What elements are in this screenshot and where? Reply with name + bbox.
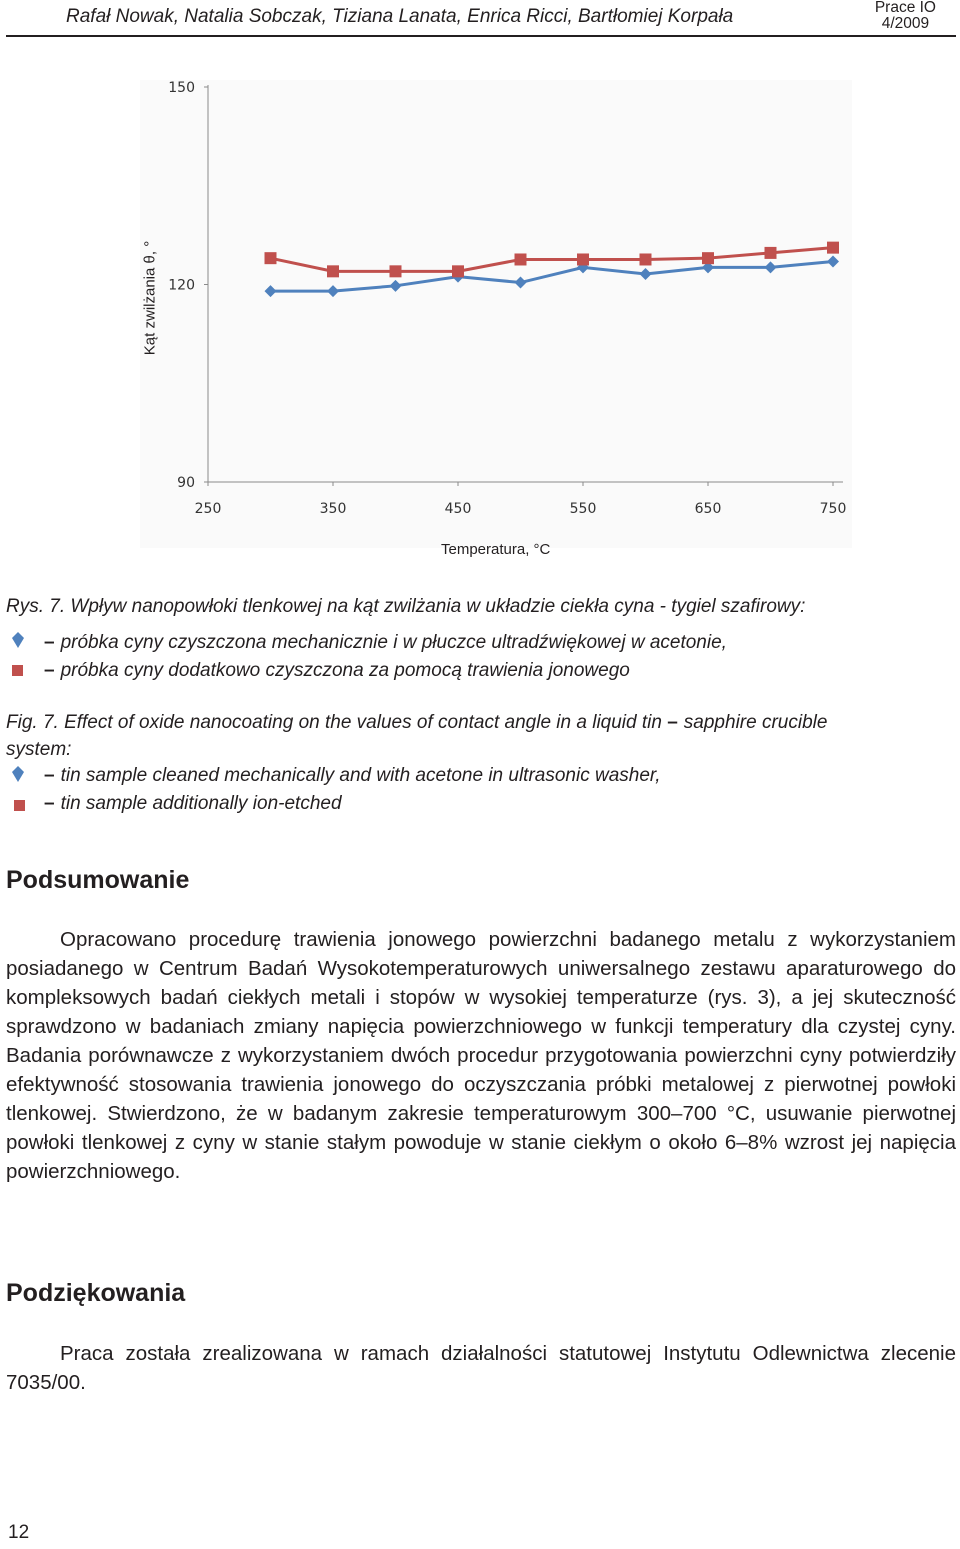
y-tick-label: 90 (177, 475, 195, 491)
y-axis-label: Kąt zwilżania θ, ° (141, 240, 159, 356)
x-axis-label: Temperatura, °C (441, 541, 551, 558)
legend-blue-diamond-icon (12, 766, 24, 782)
x-tick-label: 650 (694, 501, 722, 517)
y-tick-label: 120 (168, 277, 195, 294)
journal-issue: 4/2009 (881, 15, 930, 32)
caption-en-item1: – tin sample cleaned mechanically and with acetone in ultrasonic washer, (44, 765, 661, 786)
journal-name: Prace IO (874, 0, 936, 16)
caption-en-item2: – tin sample additionally ion-etched (44, 793, 342, 814)
data-point-square (702, 252, 714, 264)
page-number: 12 (8, 1522, 30, 1543)
data-point-square (265, 252, 277, 264)
x-tick-label: 450 (444, 501, 472, 517)
summary-paragraph: Opracowano procedurę trawienia jonowego powierzchni badanego metalu z wykorzystaniem posiadanego w Centrum Badań Wysokotemperaturowych uniwersalnego zestawu aparaturowego do kompleksowych badań ciekłych metali i stopów w wysokiej temperaturze (rys. 3), a jej skuteczność sprawdzono w badaniach zmiany napięcia powierzchniowego w funkcji temperatury dla czystej cyny. Badania porównawcze z wykorzystaniem dwóch procedur przygotowania powierzchni cyny potwierdziły efektywność stosowania trawienia jonowego do oczyszczania próbki metalowej z pierwotnej powłoki tlenkowej. Stwierdzono, że w badanym zakresie temperaturowym 300–700 °C, usuwanie pierwotnej powłoki tlenkowej z cyny w stanie stałym powoduje w stanie ciekłym o około 6–8% wzrost jej napięcia powierzchniowego. (6, 928, 956, 1183)
x-tick-label: 350 (319, 501, 347, 517)
caption-pl-title: Rys. 7. Wpływ nanopowłoki tlenkowej na kąt zwilżania w układzie ciekła cyna - tygiel szafirowy: (6, 596, 806, 617)
legend-red-square-icon (14, 800, 25, 811)
header-rule (6, 35, 956, 37)
data-point-square (765, 247, 777, 259)
x-tick-label: 250 (194, 501, 222, 517)
legend-blue-diamond-icon (12, 632, 24, 648)
caption-pl-item2: – próbka cyny dodatkowo czyszczona za pomocą trawienia jonowego (44, 660, 630, 681)
data-point-square (390, 265, 402, 277)
caption-pl-dash2: – (44, 660, 55, 681)
data-point-square (827, 242, 839, 254)
summary-heading: Podsumowanie (6, 866, 190, 894)
header-authors: Rafał Nowak, Natalia Sobczak, Tiziana Lanata, Enrica Ricci, Bartłomiej Korpała (66, 6, 734, 27)
plot-background (140, 80, 852, 548)
legend-red-square-icon (12, 665, 23, 676)
data-point-square (640, 253, 652, 265)
caption-pl-item1: – próbka cyny czyszczona mechanicznie i w płuczce ultradźwiękowej w acetonie, (44, 632, 727, 653)
data-point-square (515, 253, 527, 265)
caption-pl-dash1: – (44, 632, 55, 653)
caption-en-title-line1: Fig. 7. Effect of oxide nanocoating on the values of contact angle in a liquid tin – sapphire crucible (6, 712, 828, 733)
x-tick-label: 550 (569, 501, 597, 517)
acknowledgements-paragraph: Praca została zrealizowana w ramach działalności statutowej Instytutu Odlewnictwa zlecenie 7035/00. (6, 1342, 956, 1394)
data-point-square (577, 253, 589, 265)
header-journal (875, 0, 936, 32)
acknowledgements-heading: Podziękowania (6, 1279, 186, 1307)
y-tick-label: 150 (168, 80, 195, 96)
x-tick-label: 750 (819, 501, 847, 517)
data-point-square (327, 265, 339, 277)
caption-en-title-line2: system: (6, 739, 72, 760)
contact-angle-chart (130, 70, 860, 550)
data-point-square (452, 265, 464, 277)
